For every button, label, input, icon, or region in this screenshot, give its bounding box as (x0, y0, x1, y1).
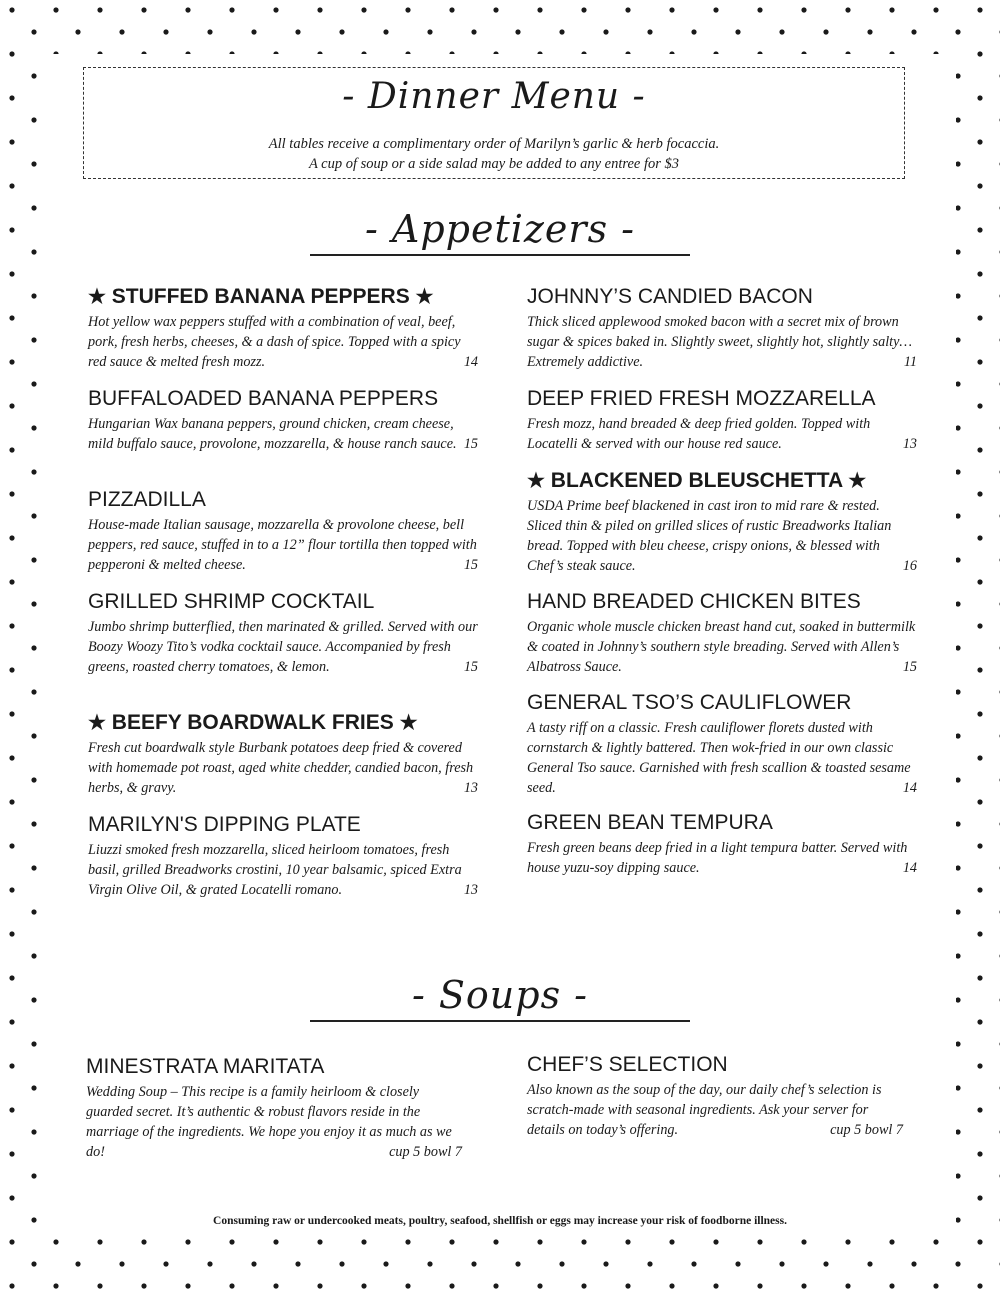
soups-heading (310, 972, 690, 1022)
menu-item (86, 1054, 462, 1162)
star-icon: ★ (88, 712, 106, 734)
item-description (88, 515, 478, 575)
menu-item (527, 810, 917, 878)
item-description (88, 312, 478, 372)
appetizers-heading (310, 206, 690, 256)
item-price: 13 (463, 780, 478, 796)
item-description-text: USDA Prime beef blackened in cast iron to mid rare & rested. Sliced thin & piled on grilled slices of rustic Breadworks Italian bread. Topped with bleu cheese, crispy onions, & blessed with Chef’s steak sauce. (527, 498, 892, 574)
menu-item (527, 284, 917, 372)
item-name (527, 810, 917, 836)
item-description-text: House-made Italian sausage, mozzarella & provolone cheese, bell peppers, red sauce, stuffed in to a 12” flour tortilla then topped with pepperoni & melted cheese. (88, 517, 477, 573)
item-description-text: Organic whole muscle chicken breast hand cut, soaked in buttermilk & coated in Johnny’s southern style breading. Served with Allen’s Albatross Sauce. (527, 619, 916, 675)
item-title: MINESTRATA MARITATA (86, 1055, 325, 1078)
item-title: HAND BREADED CHICKEN BITES (527, 590, 861, 613)
item-title: MARILYN'S DIPPING PLATE (88, 813, 361, 836)
item-description-text: Liuzzi smoked fresh mozzarella, sliced heirloom tomatoes, fresh basil, grilled Breadworks crostini, 10 year balsamic, spiced Extra Virgin Olive Oil, & grated Locatelli romano. (88, 842, 462, 898)
star-icon: ★ (527, 470, 545, 492)
item-title: BUFFALOADED BANANA PEPPERS (88, 387, 439, 410)
menu-item (527, 690, 917, 798)
item-price: 14 (902, 780, 917, 796)
item-description-text: Wedding Soup – This recipe is a family heirloom & closely guarded secret. It’s authentic & robust flavors reside in the marriage of the ingredients. We hope you enjoy it as much as we do! (86, 1084, 452, 1160)
star-icon: ★ (848, 470, 867, 492)
item-name (527, 386, 917, 412)
item-description (527, 718, 917, 798)
menu-item (88, 487, 478, 575)
item-price: 16 (902, 558, 917, 574)
item-title: CHEF’S SELECTION (527, 1053, 728, 1076)
item-description-text: Hungarian Wax banana peppers, ground chicken, cream cheese, mild buffalo sauce, provolone, mozzarella, & house ranch sauce. (88, 416, 457, 452)
item-description (88, 738, 478, 798)
menu-item (88, 589, 478, 677)
item-description-text: Hot yellow wax peppers stuffed with a combination of veal, beef, pork, fresh herbs, cheeses, & a dash of spice. Topped with a spicy red sauce & melted fresh mozz. (88, 314, 461, 370)
add-soup-salad-note: A cup of soup or a side salad may be added to any entree for $3 (308, 156, 680, 172)
item-name (527, 1052, 903, 1078)
focaccia-note: All tables receive a complimentary order of Marilyn’s garlic & herb focaccia. (268, 136, 720, 152)
item-description (527, 838, 917, 878)
item-description (527, 617, 917, 677)
item-price: 11 (903, 354, 917, 370)
item-price: 15 (463, 659, 478, 675)
item-description (527, 1080, 903, 1140)
soups-title: - Soups - (411, 973, 589, 1017)
item-description-text: Thick sliced applewood smoked bacon with a secret mix of brown sugar & spices baked in. Slightly sweet, slightly hot, slightly salty… Extremely addictive. (527, 314, 913, 370)
item-description (88, 617, 478, 677)
item-description-text: Fresh green beans deep fried in a light tempura batter. Served with house yuzu-soy dipping sauce. (527, 840, 908, 876)
item-name (88, 710, 478, 736)
menu-item (527, 468, 917, 576)
menu-item (88, 710, 478, 798)
item-name (527, 589, 917, 615)
item-price: 14 (463, 354, 478, 370)
item-title: PIZZADILLA (88, 488, 206, 511)
item-name (88, 487, 478, 513)
item-price: cup 5 bowl 7 (830, 1122, 903, 1138)
item-name (88, 812, 478, 838)
item-description (527, 312, 917, 372)
item-description (86, 1082, 462, 1162)
item-name (88, 386, 478, 412)
item-name (86, 1054, 462, 1080)
star-icon: ★ (399, 712, 418, 734)
item-price: 14 (902, 860, 917, 876)
soups-rule (310, 1020, 690, 1022)
item-description-text: Fresh mozz, hand breaded & deep fried golden. Topped with Locatelli & served with our house red sauce. (527, 416, 871, 452)
item-name (88, 589, 478, 615)
item-price: cup 5 bowl 7 (389, 1144, 462, 1160)
item-description-text: A tasty riff on a classic. Fresh cauliflower florets dusted with cornstarch & lightly battered. Then wok-fried in our own classic General Tso sauce. Garnished with fresh scallion & toasted sesame seed. (527, 720, 911, 796)
item-description (88, 414, 478, 454)
item-price: 15 (463, 557, 478, 573)
item-description (88, 840, 478, 900)
item-price: 13 (902, 436, 917, 452)
item-price: 15 (902, 659, 917, 675)
star-icon: ★ (88, 286, 106, 308)
header-box (83, 67, 905, 179)
menu-item (527, 386, 917, 454)
menu-item (88, 284, 478, 372)
menu-item (88, 386, 478, 454)
item-description-text: Jumbo shrimp butterflied, then marinated & grilled. Served with our Boozy Woozy Tito’s vodka cocktail sauce. Accompanied by fresh greens, roasted cherry tomatoes, & lemon. (88, 619, 478, 675)
page-title: - Dinner Menu - (342, 76, 646, 117)
star-icon: ★ (415, 286, 434, 308)
item-price: 15 (463, 436, 478, 452)
foodborne-illness-warning: Consuming raw or undercooked meats, poultry, seafood, shellfish or eggs may increase your risk of foodborne illness. (213, 1215, 787, 1227)
item-title: GENERAL TSO’S CAULIFLOWER (527, 691, 852, 714)
menu-item (527, 1052, 903, 1140)
menu-item (88, 812, 478, 900)
item-title: STUFFED BANANA PEPPERS (111, 285, 410, 308)
item-title: DEEP FRIED FRESH MOZZARELLA (527, 387, 876, 410)
item-description (527, 414, 917, 454)
item-title: BLACKENED BLEUSCHETTA (550, 469, 843, 492)
item-name (527, 690, 917, 716)
item-title: BEEFY BOARDWALK FRIES (111, 711, 394, 734)
item-title: GREEN BEAN TEMPURA (527, 811, 773, 834)
item-name (527, 468, 917, 494)
item-description (527, 496, 917, 576)
item-title: JOHNNY’S CANDIED BACON (527, 285, 813, 308)
item-title: GRILLED SHRIMP COCKTAIL (88, 590, 375, 613)
item-price: 13 (463, 882, 478, 898)
menu-item (527, 589, 917, 677)
appetizers-title: - Appetizers - (364, 207, 636, 251)
item-description-text: Also known as the soup of the day, our daily chef’s selection is scratch-made with seasonal ingredients. Ask your server for details on today’s offering. (527, 1082, 882, 1138)
item-name (527, 284, 917, 310)
appetizers-rule (310, 254, 690, 256)
item-description-text: Fresh cut boardwalk style Burbank potatoes deep fried & covered with homemade pot roast, aged white chedder, candied bacon, fresh herbs, & gravy. (88, 740, 474, 796)
item-name (88, 284, 478, 310)
